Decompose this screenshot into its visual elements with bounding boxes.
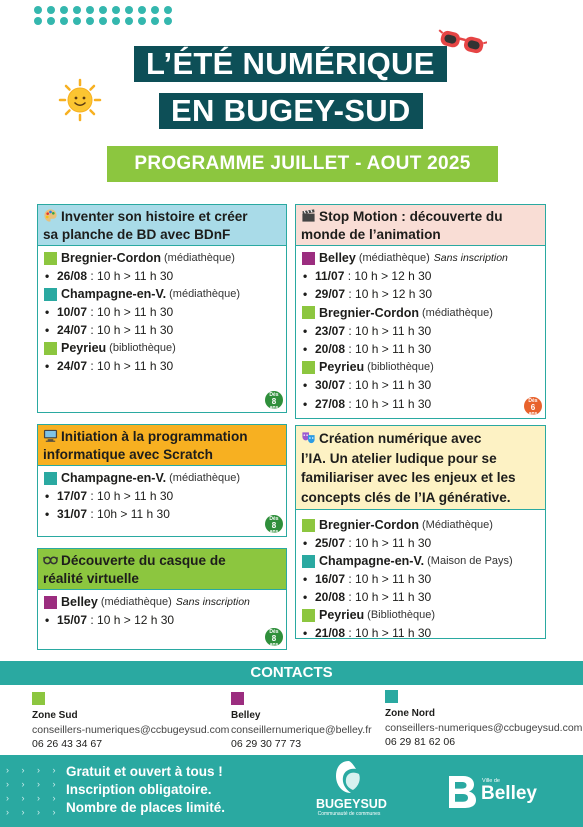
time: : 10 h > 12 h 30 <box>345 287 433 302</box>
place-row <box>44 285 280 303</box>
card-programming <box>37 424 287 537</box>
date-line: • 11/07 : 10 h > 12 h 30 <box>303 269 432 284</box>
zone-square <box>32 692 45 705</box>
time: : 10 h > 11 h 30 <box>345 378 432 393</box>
date-line: • 20/08 : 10 h > 11 h 30 <box>303 342 432 357</box>
card-title-line: Création numérique avec <box>319 431 482 446</box>
place-note: (médiathèque) <box>169 472 241 484</box>
card-title-line: réalité virtuelle <box>43 570 139 586</box>
time: : 10 h > 11 h 30 <box>345 626 432 640</box>
age-badge: Dès 8 ans <box>265 391 283 409</box>
wave-logo-icon <box>334 759 364 795</box>
contact-phone[interactable]: 06 29 81 62 06 <box>385 736 456 748</box>
contact-email[interactable]: conseillers-numeriques@ccbugeysud.com <box>32 724 230 736</box>
place-row <box>302 249 539 267</box>
date: 25/07 <box>315 536 346 550</box>
time: : 10 h > 11 h 30 <box>345 342 432 357</box>
place-note: (médiathèque) <box>358 252 430 264</box>
logo-city-name: Belley <box>481 783 537 804</box>
decorative-dot <box>164 6 172 14</box>
decorative-dot <box>112 6 120 14</box>
decorative-dot <box>47 6 55 14</box>
date: 20/08 <box>315 342 346 357</box>
decorative-dot <box>60 17 68 25</box>
chevron-pattern-icon: › › › › <box>6 807 61 817</box>
card-title-line: sa planche de BD avec BDnF <box>43 226 231 242</box>
decorative-dot <box>60 6 68 14</box>
date-line: • 20/08 : 10 h > 11 h 30 <box>303 590 432 604</box>
place-note: (Médiathèque) <box>422 519 493 531</box>
date: 24/07 <box>57 359 88 373</box>
decorative-dot <box>138 17 146 25</box>
card-title-line: concepts clés de l’IA générative. <box>301 489 511 505</box>
date: 30/07 <box>315 378 346 393</box>
age-badge: Dès 8 ans <box>265 515 283 533</box>
date: 21/08 <box>315 626 346 640</box>
place-name: Champagne-en-V. <box>61 287 167 301</box>
contact-zone: Zone Sud <box>32 710 78 721</box>
zone-square <box>302 555 315 568</box>
place-row <box>302 552 539 570</box>
place-name: Belley <box>61 595 98 609</box>
place-row <box>44 339 280 357</box>
place-row <box>302 358 539 376</box>
page-title-line-1: L’ÉTÉ NUMÉRIQUE <box>134 46 447 82</box>
footer-line: Nombre de places limité. <box>66 800 226 815</box>
zone-square <box>302 361 315 374</box>
place-note: (médiathèque) <box>164 252 235 264</box>
logo-brand: BUGEYSUD <box>316 797 387 811</box>
date: 20/08 <box>315 590 346 604</box>
card-stop-motion <box>295 204 546 419</box>
decorative-dot <box>86 6 94 14</box>
date: 16/07 <box>315 572 346 586</box>
zone-square <box>231 692 244 705</box>
date-line: • 17/07 : 10 h > 11 h 30 <box>45 489 174 503</box>
card-title-line: informatique avec Scratch <box>43 446 213 462</box>
zone-square <box>385 690 398 703</box>
zone-square <box>44 596 57 609</box>
decorative-dot <box>34 6 42 14</box>
date: 31/07 <box>57 507 88 521</box>
zone-square <box>302 252 315 265</box>
time: : 10 h > 12 h 30 <box>344 269 432 284</box>
card-header <box>38 425 286 466</box>
place-name: Peyrieu <box>319 360 365 375</box>
place-row <box>302 304 539 322</box>
zone-square <box>302 519 315 532</box>
contact-zone-nord <box>385 690 582 749</box>
date: 10/07 <box>57 305 88 319</box>
card-header <box>296 205 545 246</box>
time: : 10 h > 11 h 30 <box>87 305 174 319</box>
chevron-pattern-icon: › › › › <box>6 765 61 775</box>
date-line: • 24/07 : 10 h > 11 h 30 <box>45 359 174 373</box>
decorative-dot <box>151 6 159 14</box>
zone-square <box>44 472 57 485</box>
page-title-line-2: EN BUGEY-SUD <box>159 93 423 129</box>
contacts-title: CONTACTS <box>0 661 583 685</box>
time: : 10 h > 11 h 30 <box>345 396 432 411</box>
date-line: • 23/07 : 10 h > 11 h 30 <box>303 323 432 338</box>
decorative-dot <box>125 17 133 25</box>
time: : 10 h > 11 h 30 <box>345 590 432 604</box>
logo-subtitle: Communauté de communes <box>317 811 381 817</box>
footer <box>0 755 583 827</box>
card-title-line: Stop Motion : découverte du <box>319 209 503 224</box>
date: 26/08 <box>57 269 88 283</box>
decorative-dot <box>86 17 94 25</box>
date: 23/07 <box>315 323 346 338</box>
decorative-dot <box>125 6 133 14</box>
place-row <box>44 593 280 611</box>
time: : 10 h > 11 h 30 <box>345 572 432 586</box>
footer-notice <box>66 763 225 817</box>
place-name: Champagne-en-V. <box>61 471 167 485</box>
computer-icon <box>43 428 58 443</box>
zone-square <box>302 306 315 319</box>
place-name: Bregnier-Cordon <box>61 251 161 265</box>
footer-line: Gratuit et ouvert à tous ! <box>66 764 223 779</box>
place-note: (bibliothèque) <box>109 342 176 354</box>
decorative-dot <box>34 17 42 25</box>
art-palette-icon <box>43 208 58 223</box>
decorative-dot <box>73 6 81 14</box>
decorative-dot <box>164 17 172 25</box>
program-banner: PROGRAMME JUILLET - AOUT 2025 <box>107 146 498 182</box>
place-note: (bibliothèque) <box>367 361 434 374</box>
date-line: • 29/07 : 10 h > 12 h 30 <box>303 287 433 302</box>
card-title-line: monde de l’animation <box>301 226 441 242</box>
place-name: Bregnier-Cordon <box>319 518 419 532</box>
clapperboard-icon <box>301 208 316 223</box>
date-line: • 10/07 : 10 h > 11 h 30 <box>45 305 174 319</box>
decorative-dot <box>138 6 146 14</box>
decorative-dot <box>112 17 120 25</box>
card-header <box>38 549 286 590</box>
logo-small-text: Ville de <box>482 778 500 784</box>
age-badge: Dès 8 ans <box>265 628 283 646</box>
chevron-pattern-icon: › › › › <box>6 793 61 803</box>
contact-email[interactable]: conseillers-numeriques@ccbugeysud.com <box>385 722 583 734</box>
belley-logo <box>445 774 545 810</box>
card-bd <box>37 204 287 413</box>
place-note: (Bibliothèque) <box>367 609 436 621</box>
zone-square <box>44 288 57 301</box>
decorative-dot <box>99 6 107 14</box>
card-title-line: familiariser avec les enjeux et les <box>301 470 516 485</box>
theater-masks-icon <box>301 430 316 445</box>
contact-phone[interactable]: 06 29 30 77 73 <box>231 738 302 750</box>
card-ia <box>295 425 546 639</box>
date-line: • 27/08 : 10 h > 11 h 30 <box>303 396 432 411</box>
contact-email[interactable]: conseillernumerique@belley.fr <box>231 724 372 736</box>
decorative-dot <box>151 17 159 25</box>
time: : 10 h > 11 h 30 <box>87 359 174 373</box>
place-row <box>302 516 539 534</box>
time: : 10 h > 11 h 30 <box>345 536 432 550</box>
no-registration-note: Sans inscription <box>175 596 250 608</box>
contact-zone-sud <box>32 692 229 751</box>
date-line: • 26/08 : 10 h > 11 h 30 <box>45 269 174 283</box>
card-title-line: Inventer son histoire et créer <box>61 209 248 224</box>
zone-square <box>44 252 57 265</box>
date-line: • 21/08 : 10 h > 11 h 30 <box>303 626 432 640</box>
decorative-dot <box>47 17 55 25</box>
place-note: (Maison de Pays) <box>427 555 513 567</box>
no-registration-note: Sans inscription <box>433 252 508 264</box>
date-line: • 25/07 : 10 h > 11 h 30 <box>303 536 432 550</box>
contact-phone[interactable]: 06 26 43 34 67 <box>32 738 103 750</box>
belley-b-icon <box>445 774 481 810</box>
age-badge: Dès 6 ans <box>524 397 542 415</box>
date: 15/07 <box>57 613 88 627</box>
date: 29/07 <box>315 287 346 302</box>
place-name: Bregnier-Cordon <box>319 305 419 320</box>
date-line: • 31/07 : 10h > 11 h 30 <box>45 507 170 521</box>
zone-square <box>44 342 57 355</box>
date: 24/07 <box>57 323 88 337</box>
place-note: (médiathèque) <box>100 596 172 608</box>
place-row <box>44 469 280 487</box>
time: : 10 h > 11 h 30 <box>345 323 432 338</box>
place-note: (médiathèque) <box>422 306 493 319</box>
sun-icon <box>58 78 102 122</box>
time: : 10h > 11 h 30 <box>87 507 170 521</box>
place-name: Peyrieu <box>61 341 107 355</box>
card-vr <box>37 548 287 650</box>
time: : 10 h > 11 h 30 <box>87 323 174 337</box>
card-title-line: Initiation à la programmation <box>61 429 248 444</box>
zone-square <box>302 609 315 622</box>
date-line: • 30/07 : 10 h > 11 h 30 <box>303 378 432 393</box>
time: : 10 h > 12 h 30 <box>87 613 175 627</box>
place-name: Champagne-en-V. <box>319 554 425 568</box>
date-line: • 15/07 : 10 h > 12 h 30 <box>45 613 175 627</box>
contact-zone: Belley <box>231 710 261 721</box>
footer-line: Inscription obligatoire. <box>66 782 212 797</box>
card-title-line: l’IA. Un atelier ludique pour se <box>301 450 497 466</box>
date: 17/07 <box>57 489 88 503</box>
time: : 10 h > 11 h 30 <box>87 269 174 283</box>
place-name: Belley <box>319 251 356 265</box>
card-header <box>296 426 545 510</box>
card-title-line: Découverte du casque de <box>61 553 226 568</box>
place-name: Peyrieu <box>319 608 365 622</box>
date: 11/07 <box>315 269 345 284</box>
place-note: (médiathèque) <box>169 288 241 300</box>
place-row <box>44 249 280 267</box>
contact-belley <box>231 692 372 751</box>
time: : 10 h > 11 h 30 <box>87 489 174 503</box>
decorative-dot <box>99 17 107 25</box>
decorative-dot <box>73 17 81 25</box>
vr-headset-icon <box>43 552 58 567</box>
chevron-pattern-icon: › › › › <box>6 779 61 789</box>
card-header <box>38 205 286 246</box>
date-line: • 24/07 : 10 h > 11 h 30 <box>45 323 174 337</box>
decorative-dots <box>34 6 184 26</box>
bugeysud-logo <box>316 757 387 823</box>
place-row <box>302 606 539 624</box>
date-line: • 16/07 : 10 h > 11 h 30 <box>303 572 432 586</box>
date: 27/08 <box>315 396 346 411</box>
contact-zone: Zone Nord <box>385 708 435 719</box>
